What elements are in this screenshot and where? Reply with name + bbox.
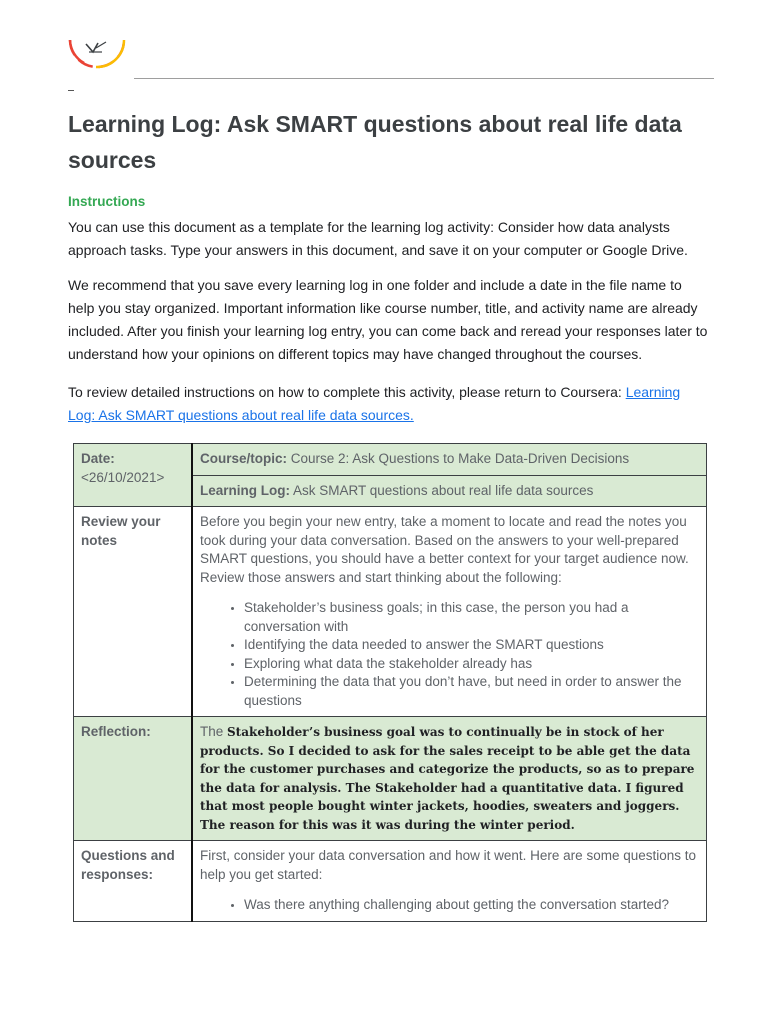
instructions-paragraph-2: We recommend that you save every learning log in one folder and include a date in the file name to help you stay organized. Important information like course number, title, and activity name are already included. After you finish your learning log entry, you can come back and reread your responses later to understand how your opinions on different topics may have changed throughout the courses. [68, 277, 708, 362]
list-item: • Was there anything challenging about getting the conversation started? [244, 896, 699, 915]
reflection-response-cell[interactable] [192, 717, 707, 841]
review-notes-label: Review your notes [74, 507, 193, 717]
course-topic-cell [192, 444, 707, 476]
course-topic-label: Course/topic: [200, 451, 288, 466]
header-dash [68, 90, 74, 91]
list-item: • Stakeholder’s business goals; in this case, the person you had a conversation with [244, 599, 699, 636]
date-value[interactable]: <26/10/2021> [81, 469, 165, 485]
reflection-response-text[interactable]: Stakeholder’s business goal was to continually be in stock of her products. So I decided to ask for the sales receipt to be able get the data for the customer purchases and categorize the products, so as to prepare the data for analysis. The Stakeholder had a quantitative data. I figured that most people bought winter jackets, hoodies, sweaters and joggers. The reason for this was it was during the winter period. [200, 725, 695, 832]
review-notes-text: Before you begin your new entry, take a moment to locate and read the notes you took during your data conversation. Based on the answers to your well-prepared SMART questions, you should have a better context for your target audience now. Review those answers and start thinking about the following: [200, 514, 689, 585]
review-instructions-text: To review detailed instructions on how to complete this activity, please return to Coursera: [68, 384, 626, 400]
learning-log-label: Learning Log: [200, 482, 290, 498]
list-item: • Exploring what data the stakeholder already has [244, 655, 699, 674]
coursera-google-logo-icon [66, 30, 128, 80]
list-item: • Identifying the data needed to answer the SMART questions [244, 636, 699, 655]
review-notes-cell [192, 507, 707, 717]
learning-log-cell [192, 475, 707, 507]
course-topic-value: Course 2: Ask Questions to Make Data-Driven Decisions [287, 451, 630, 466]
page-title: Learning Log: Ask SMART questions about real life data sources [68, 111, 682, 173]
questions-intro-text: First, consider your data conversation and how it went. Here are some questions to help you get started: [200, 848, 696, 882]
learning-log-value: Ask SMART questions about real life data sources [290, 482, 594, 498]
learning-log-table [73, 443, 707, 922]
questions-list [200, 896, 699, 915]
reflection-label: Reflection: [74, 717, 193, 841]
instructions-paragraph-3 [68, 381, 708, 427]
review-notes-list [200, 599, 699, 710]
instructions-paragraph-1: You can use this document as a template for the learning log activity: Consider how data analysts approach tasks. Type your answers in this document, and save it on your computer or Google Drive. [68, 219, 688, 258]
list-item: • Determining the data that you don’t have, but need in order to answer the questions [244, 673, 699, 710]
questions-responses-cell [192, 841, 707, 922]
instructions-heading: Instructions [68, 194, 146, 209]
coursera-activity-link[interactable]: Learning Log: Ask SMART questions about real life data sources. [68, 384, 681, 423]
date-cell [74, 444, 193, 507]
header-divider [134, 78, 714, 79]
reflection-prefix: The [200, 724, 228, 739]
questions-responses-label: Questions and responses: [74, 841, 193, 922]
date-label: Date: [81, 451, 115, 466]
